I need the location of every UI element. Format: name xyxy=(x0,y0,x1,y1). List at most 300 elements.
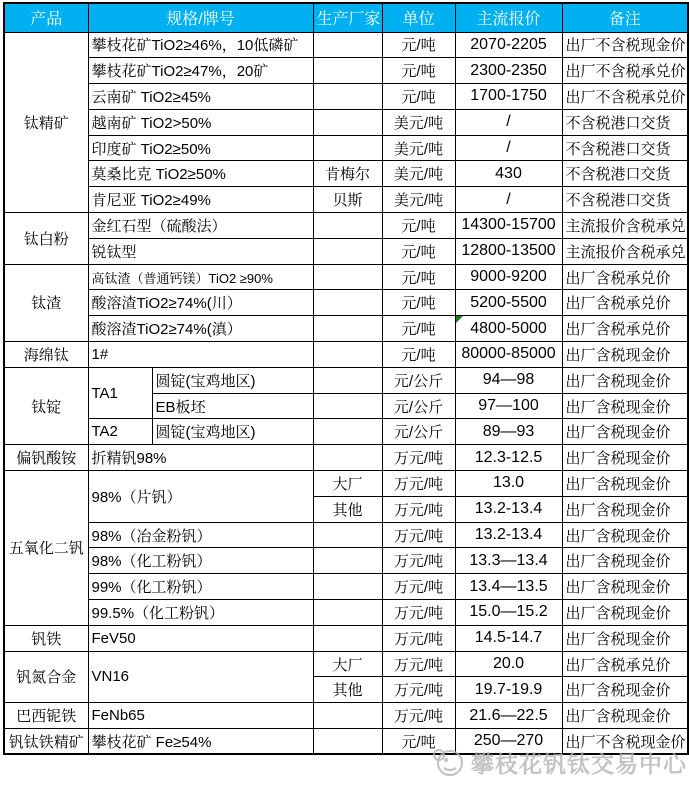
note-cell-text: 出厂不含税现金价 xyxy=(565,37,686,55)
header-spec xyxy=(88,3,313,32)
spec-cell-text: FeNb65 xyxy=(91,707,145,725)
spec-cell-text: 攀枝花矿TiO2≥46%，10低磷矿 xyxy=(91,37,299,55)
grade-cell xyxy=(88,419,152,445)
unit-cell xyxy=(382,135,455,161)
note-cell xyxy=(562,316,688,342)
price-cell-text: 5200-5500 xyxy=(470,293,547,311)
table-row xyxy=(4,522,688,548)
manufacturer-cell xyxy=(313,600,382,626)
header-unit xyxy=(382,3,455,32)
table-row xyxy=(4,548,688,574)
product-cell-text: 偏钒酸铵 xyxy=(16,450,77,468)
spec-cell xyxy=(88,729,313,755)
price-cell-text: 89—93 xyxy=(482,422,535,440)
product-cell xyxy=(4,213,88,265)
manufacturer-cell-text: 大厂 xyxy=(332,475,363,493)
manufacturer-cell xyxy=(313,342,382,368)
table-row xyxy=(4,574,688,600)
header-unit-label: 单位 xyxy=(402,11,435,29)
manufacturer-cell xyxy=(313,109,382,135)
unit-cell-text: 元/吨 xyxy=(401,243,436,261)
table-row xyxy=(4,342,688,368)
price-cell xyxy=(455,574,562,600)
note-cell-text: 出厂含税现金价 xyxy=(565,579,671,597)
subspec-cell xyxy=(152,367,313,393)
product-cell-text: 五氧化二钒 xyxy=(8,540,84,558)
manufacturer-cell xyxy=(313,32,382,58)
manufacturer-cell xyxy=(313,290,382,316)
spec-cell xyxy=(88,574,313,600)
table-row xyxy=(4,32,688,58)
price-cell-text: 12800-13500 xyxy=(461,242,556,260)
spec-cell xyxy=(88,290,313,316)
price-cell xyxy=(455,367,562,393)
manufacturer-cell xyxy=(313,419,382,445)
price-cell-text: 97—100 xyxy=(478,397,539,415)
spec-cell-text: 1# xyxy=(91,345,109,363)
note-cell-text: 不含税港口交货 xyxy=(565,192,671,210)
unit-cell xyxy=(382,58,455,84)
unit-cell xyxy=(382,32,455,58)
price-cell xyxy=(455,187,562,213)
price-cell xyxy=(455,161,562,187)
spec-cell xyxy=(88,600,313,626)
spec-cell xyxy=(88,471,313,523)
product-cell xyxy=(4,703,88,729)
table-row xyxy=(4,651,688,677)
product-cell-text: 钒氮合金 xyxy=(16,669,77,687)
price-cell-text: 13.2-13.4 xyxy=(474,526,543,544)
header-manufacturer xyxy=(313,3,382,32)
table-row xyxy=(4,135,688,161)
unit-cell-text: 元/公斤 xyxy=(393,398,444,416)
manufacturer-cell xyxy=(313,651,382,677)
price-cell-text: 13.0 xyxy=(492,474,525,492)
note-cell-text: 出厂含税承兑价 xyxy=(565,295,671,313)
table-row xyxy=(4,445,688,471)
price-cell xyxy=(455,600,562,626)
note-cell-text: 出厂不含税承兑价 xyxy=(565,63,686,81)
price-cell xyxy=(455,548,562,574)
manufacturer-cell xyxy=(313,471,382,497)
manufacturer-cell-text: 肯梅尔 xyxy=(325,166,371,184)
price-cell xyxy=(455,109,562,135)
note-cell-text: 出厂含税现金价 xyxy=(565,682,671,700)
unit-cell xyxy=(382,729,455,755)
unit-cell-text: 元/吨 xyxy=(401,217,436,235)
unit-cell xyxy=(382,84,455,110)
price-cell-text: 13.4—13.5 xyxy=(469,577,548,595)
price-cell-text: 13.3—13.4 xyxy=(469,551,548,569)
spec-cell-text: 高钛渣（普通钙镁）TiO2 ≥90% xyxy=(91,270,273,286)
price-cell xyxy=(455,84,562,110)
unit-cell-text: 元/吨 xyxy=(401,346,436,364)
price-cell-text: 15.0—15.2 xyxy=(469,603,548,621)
manufacturer-cell xyxy=(313,548,382,574)
unit-cell-text: 美元/吨 xyxy=(393,192,444,210)
unit-cell xyxy=(382,471,455,497)
header-price-label: 主流报价 xyxy=(476,11,541,29)
unit-cell xyxy=(382,393,455,419)
unit-cell-text: 万元/吨 xyxy=(393,708,444,726)
unit-cell xyxy=(382,264,455,290)
unit-cell xyxy=(382,290,455,316)
note-cell xyxy=(562,522,688,548)
spec-cell xyxy=(88,135,313,161)
spec-cell xyxy=(88,522,313,548)
manufacturer-cell-text: 贝斯 xyxy=(332,192,363,210)
product-cell-text: 钛白粉 xyxy=(23,230,69,248)
unit-cell xyxy=(382,445,455,471)
price-cell-text: 250—270 xyxy=(473,732,544,750)
price-cell xyxy=(455,522,562,548)
unit-cell xyxy=(382,342,455,368)
note-cell xyxy=(562,161,688,187)
table-row xyxy=(4,213,688,239)
note-cell-text: 出厂含税现金价 xyxy=(565,372,671,390)
product-cell xyxy=(4,729,88,755)
unit-cell xyxy=(382,574,455,600)
spec-cell xyxy=(88,548,313,574)
table-row xyxy=(4,316,688,342)
price-cell-text: 4800-5000 xyxy=(470,319,547,337)
manufacturer-cell xyxy=(313,316,382,342)
note-cell xyxy=(562,109,688,135)
note-cell-text: 出厂含税现金价 xyxy=(565,630,671,648)
price-table xyxy=(3,2,689,755)
note-cell xyxy=(562,84,688,110)
spec-cell-text: 98%（化工粉钒） xyxy=(91,553,212,571)
price-cell xyxy=(455,496,562,522)
price-cell xyxy=(455,471,562,497)
unit-cell-text: 万元/吨 xyxy=(393,553,444,571)
price-cell-text: 20.0 xyxy=(492,655,525,673)
note-cell-text: 出厂含税承兑价 xyxy=(565,321,671,339)
price-cell xyxy=(455,238,562,264)
note-cell-text: 出厂含税现金价 xyxy=(565,604,671,622)
price-cell-text: / xyxy=(506,113,511,131)
note-cell xyxy=(562,574,688,600)
unit-cell-text: 元/吨 xyxy=(401,733,436,751)
price-cell-text: 21.6—22.5 xyxy=(469,706,548,724)
unit-cell xyxy=(382,600,455,626)
table-row xyxy=(4,109,688,135)
spec-cell xyxy=(88,316,313,342)
note-cell xyxy=(562,729,688,755)
manufacturer-cell-text: 其他 xyxy=(332,682,363,700)
note-cell-text: 主流报价含税承兑 xyxy=(565,217,686,235)
unit-cell-text: 元/公斤 xyxy=(393,372,444,390)
spec-cell xyxy=(88,32,313,58)
price-cell-text: 2070-2205 xyxy=(470,35,547,53)
unit-cell xyxy=(382,625,455,651)
note-cell xyxy=(562,419,688,445)
manufacturer-cell xyxy=(313,703,382,729)
spec-cell-text: 锐钛型 xyxy=(91,243,137,261)
manufacturer-cell xyxy=(313,522,382,548)
unit-cell-text: 元/吨 xyxy=(401,295,436,313)
unit-cell-text: 万元/吨 xyxy=(393,501,444,519)
note-cell-text: 出厂含税现金价 xyxy=(565,527,671,545)
unit-cell xyxy=(382,496,455,522)
manufacturer-cell-text: 大厂 xyxy=(332,656,363,674)
spec-cell xyxy=(88,264,313,290)
note-cell-text: 主流报价含税承兑 xyxy=(565,243,686,261)
note-cell xyxy=(562,367,688,393)
manufacturer-cell xyxy=(313,135,382,161)
unit-cell-text: 元/吨 xyxy=(401,37,436,55)
spec-cell xyxy=(88,342,313,368)
spec-cell xyxy=(88,445,313,471)
subspec-cell-text: EB板坯 xyxy=(155,398,206,416)
unit-cell-text: 万元/吨 xyxy=(393,682,444,700)
product-cell xyxy=(4,445,88,471)
spec-cell xyxy=(88,109,313,135)
spec-cell-text: 酸溶渣TiO2≥74%(川） xyxy=(91,295,242,313)
header-note xyxy=(562,3,688,32)
manufacturer-cell xyxy=(313,677,382,703)
unit-cell xyxy=(382,109,455,135)
price-cell-text: 14.5-14.7 xyxy=(474,629,543,647)
unit-cell xyxy=(382,548,455,574)
unit-cell xyxy=(382,419,455,445)
note-cell-text: 出厂含税承兑价 xyxy=(565,656,671,674)
grade-cell xyxy=(88,367,152,419)
unit-cell-text: 元/吨 xyxy=(401,321,436,339)
note-cell xyxy=(562,651,688,677)
table-row xyxy=(4,600,688,626)
manufacturer-cell xyxy=(313,393,382,419)
table-row xyxy=(4,419,688,445)
manufacturer-cell xyxy=(313,84,382,110)
manufacturer-cell xyxy=(313,238,382,264)
header-manufacturer-label: 生产厂家 xyxy=(316,11,381,29)
header-note-label: 备注 xyxy=(608,11,641,29)
product-cell-text: 钛渣 xyxy=(31,295,62,313)
note-cell xyxy=(562,393,688,419)
note-cell xyxy=(562,32,688,58)
price-cell-text: 430 xyxy=(495,164,522,182)
note-cell xyxy=(562,187,688,213)
spec-cell-text: FeV50 xyxy=(91,629,136,647)
product-cell xyxy=(4,471,88,626)
manufacturer-cell xyxy=(313,574,382,600)
price-cell xyxy=(455,316,562,342)
price-cell xyxy=(455,342,562,368)
price-cell xyxy=(455,625,562,651)
price-cell-text: 12.3-12.5 xyxy=(474,448,543,466)
spec-cell-text: VN16 xyxy=(91,668,130,686)
price-cell xyxy=(455,135,562,161)
note-cell xyxy=(562,135,688,161)
product-cell-text: 海绵钛 xyxy=(23,346,69,364)
spec-cell xyxy=(88,703,313,729)
note-cell xyxy=(562,213,688,239)
price-cell-text: 94—98 xyxy=(482,371,535,389)
price-cell-text: 2300-2350 xyxy=(470,61,547,79)
price-cell-text: 9000-9200 xyxy=(470,268,547,286)
table-row xyxy=(4,367,688,393)
unit-cell-text: 万元/吨 xyxy=(393,656,444,674)
price-cell xyxy=(455,651,562,677)
unit-cell xyxy=(382,651,455,677)
unit-cell-text: 元/吨 xyxy=(401,88,436,106)
table-body xyxy=(4,32,688,754)
manufacturer-cell xyxy=(313,729,382,755)
subspec-cell xyxy=(152,393,313,419)
price-cell-text: 80000-85000 xyxy=(461,345,556,363)
unit-cell-text: 元/吨 xyxy=(401,269,436,287)
product-cell-text: 钒铁 xyxy=(31,630,62,648)
table-row xyxy=(4,471,688,497)
header-row xyxy=(4,3,688,32)
unit-cell-text: 万元/吨 xyxy=(393,527,444,545)
table-row xyxy=(4,625,688,651)
spec-cell-text: 98%（片钒） xyxy=(91,488,182,506)
note-cell xyxy=(562,342,688,368)
spec-cell xyxy=(88,238,313,264)
header-product xyxy=(4,3,88,32)
spec-cell xyxy=(88,84,313,110)
table-row xyxy=(4,161,688,187)
unit-cell-text: 万元/吨 xyxy=(393,604,444,622)
unit-cell xyxy=(382,213,455,239)
comment-marker-icon xyxy=(456,316,463,323)
header-spec-label: 规格/牌号 xyxy=(166,11,235,29)
table-row xyxy=(4,84,688,110)
unit-cell-text: 元/吨 xyxy=(401,63,436,81)
price-cell xyxy=(455,419,562,445)
unit-cell-text: 万元/吨 xyxy=(393,475,444,493)
unit-cell-text: 万元/吨 xyxy=(393,579,444,597)
manufacturer-cell xyxy=(313,625,382,651)
spec-cell-text: 印度矿 TiO2≥50% xyxy=(91,140,211,158)
price-cell-text: / xyxy=(506,139,511,157)
manufacturer-cell xyxy=(313,213,382,239)
note-cell xyxy=(562,625,688,651)
manufacturer-cell xyxy=(313,264,382,290)
unit-cell-text: 万元/吨 xyxy=(393,630,444,648)
spec-cell-text: 99.5%（化工粉钒） xyxy=(91,604,225,622)
note-cell-text: 出厂含税现金价 xyxy=(565,398,671,416)
header-price xyxy=(455,3,562,32)
product-cell-text: 钛锭 xyxy=(31,398,62,416)
product-cell-text: 钒钛铁精矿 xyxy=(8,733,84,751)
note-cell xyxy=(562,600,688,626)
header-product-label: 产品 xyxy=(30,11,63,29)
manufacturer-cell xyxy=(313,187,382,213)
note-cell xyxy=(562,58,688,84)
note-cell-text: 出厂含税现金价 xyxy=(565,708,671,726)
unit-cell xyxy=(382,187,455,213)
price-cell xyxy=(455,213,562,239)
price-cell-text: 13.2-13.4 xyxy=(474,500,543,518)
note-cell-text: 出厂不含税承兑价 xyxy=(565,88,686,106)
note-cell xyxy=(562,471,688,497)
manufacturer-cell xyxy=(313,58,382,84)
note-cell-text: 出厂含税现金价 xyxy=(565,424,671,442)
note-cell xyxy=(562,264,688,290)
price-cell-text: / xyxy=(506,190,511,208)
unit-cell xyxy=(382,161,455,187)
product-cell xyxy=(4,367,88,444)
manufacturer-cell xyxy=(313,496,382,522)
unit-cell xyxy=(382,522,455,548)
spec-cell-text: 98%（冶金粉钒） xyxy=(91,527,212,545)
subspec-cell xyxy=(152,419,313,445)
price-cell xyxy=(455,32,562,58)
unit-cell xyxy=(382,703,455,729)
note-cell-text: 出厂含税现金价 xyxy=(565,553,671,571)
note-cell-text: 出厂含税现金价 xyxy=(565,346,671,364)
unit-cell-text: 美元/吨 xyxy=(393,140,444,158)
note-cell xyxy=(562,238,688,264)
table-row xyxy=(4,238,688,264)
table-row xyxy=(4,703,688,729)
unit-cell-text: 万元/吨 xyxy=(393,450,444,468)
grade-cell-text: TA2 xyxy=(91,423,118,441)
unit-cell-text: 元/公斤 xyxy=(393,424,444,442)
table-header xyxy=(4,3,688,32)
spec-cell xyxy=(88,58,313,84)
price-cell xyxy=(455,703,562,729)
price-cell xyxy=(455,445,562,471)
spec-cell-text: 莫桑比克 TiO2≥50% xyxy=(91,166,226,184)
table-row xyxy=(4,729,688,755)
price-cell xyxy=(455,290,562,316)
product-cell xyxy=(4,32,88,213)
table-row xyxy=(4,264,688,290)
spec-cell xyxy=(88,187,313,213)
note-cell xyxy=(562,290,688,316)
table-row xyxy=(4,187,688,213)
spec-cell xyxy=(88,213,313,239)
note-cell-text: 出厂含税承兑价 xyxy=(565,269,671,287)
unit-cell-text: 美元/吨 xyxy=(393,114,444,132)
unit-cell-text: 美元/吨 xyxy=(393,166,444,184)
note-cell xyxy=(562,445,688,471)
subspec-cell-text: 圆锭(宝鸡地区) xyxy=(155,424,256,442)
price-cell xyxy=(455,264,562,290)
spec-cell-text: 云南矿 TiO2≥45% xyxy=(91,88,211,106)
product-cell xyxy=(4,651,88,703)
table-row xyxy=(4,58,688,84)
note-cell-text: 出厂含税现金价 xyxy=(565,501,671,519)
price-cell-text: 1700-1750 xyxy=(470,87,547,105)
note-cell-text: 出厂含税现金价 xyxy=(565,450,671,468)
unit-cell xyxy=(382,367,455,393)
spec-cell xyxy=(88,651,313,703)
price-cell xyxy=(455,729,562,755)
note-cell xyxy=(562,548,688,574)
product-cell xyxy=(4,264,88,341)
manufacturer-cell xyxy=(313,445,382,471)
note-cell-text: 不含税港口交货 xyxy=(565,114,671,132)
price-cell xyxy=(455,393,562,419)
product-cell-text: 钛精矿 xyxy=(23,114,69,132)
price-cell-text: 14300-15700 xyxy=(461,216,556,234)
product-cell-text: 巴西铌铁 xyxy=(16,708,77,726)
price-cell-text: 19.7-19.9 xyxy=(474,680,543,698)
spec-cell xyxy=(88,625,313,651)
price-cell xyxy=(455,58,562,84)
unit-cell xyxy=(382,677,455,703)
unit-cell xyxy=(382,316,455,342)
manufacturer-cell xyxy=(313,161,382,187)
note-cell-text: 不含税港口交货 xyxy=(565,166,671,184)
note-cell-text: 出厂含税现金价 xyxy=(565,475,671,493)
subspec-cell-text: 圆锭(宝鸡地区) xyxy=(155,372,256,390)
